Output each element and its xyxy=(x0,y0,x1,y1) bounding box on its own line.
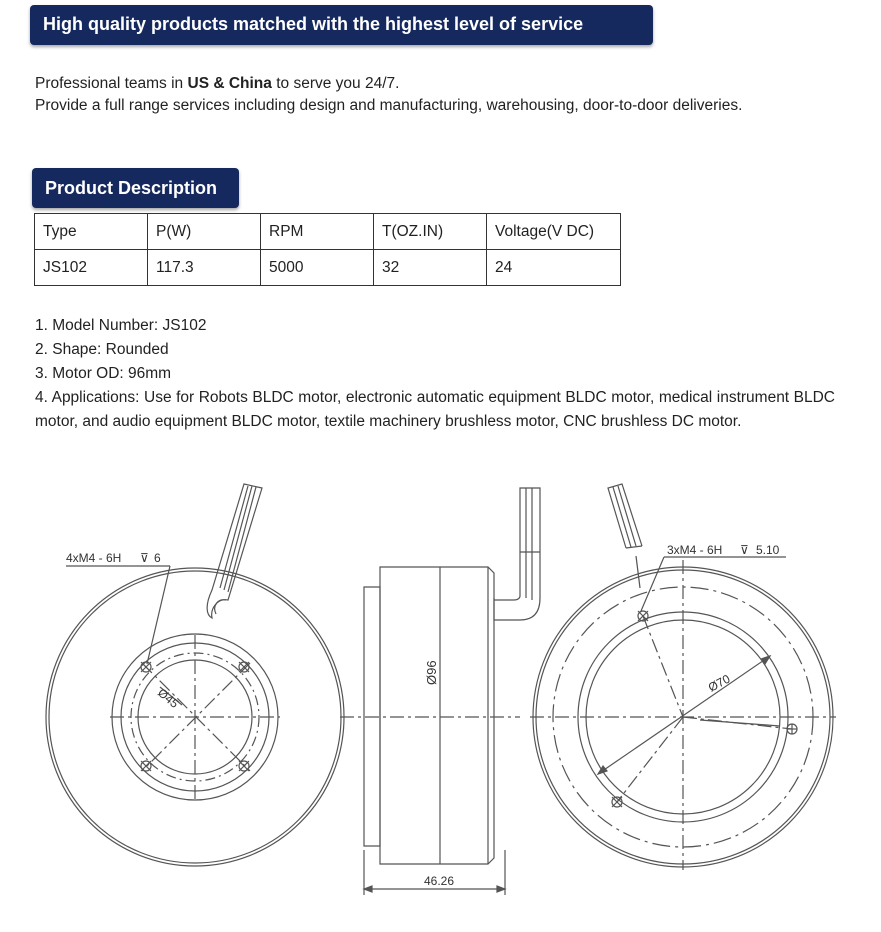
table-row xyxy=(35,250,621,286)
header-cell: RPM xyxy=(261,214,374,250)
side-view xyxy=(340,488,540,895)
depth-symbol: ⊽ xyxy=(140,551,149,565)
intro-line-2: Provide a full range services including design and manufacturing, warehousing, door-to-door deliveries. xyxy=(35,97,743,114)
intro-text xyxy=(35,73,742,117)
list-item: 4. Applications: Use for Robots BLDC motor, electronic automatic equipment BLDC motor, medical instrument BLDC motor, and audio equipment BLDC motor, textile machinery brushless motor, CNC brushless DC motor. xyxy=(35,389,835,430)
header-cell: P(W) xyxy=(148,214,261,250)
list-item: 3. Motor OD: 96mm xyxy=(35,365,172,382)
header-cell: T(OZ.IN) xyxy=(374,214,487,250)
motor-technical-drawing xyxy=(0,470,881,932)
left-thread-depth: 6 xyxy=(154,551,161,565)
feature-list xyxy=(35,314,835,434)
service-banner: High quality products matched with the highest level of service xyxy=(30,5,653,45)
side-diameter-label: Ø96 xyxy=(424,660,439,685)
left-diameter-label: Ø45 xyxy=(155,685,182,711)
list-item: 2. Shape: Rounded xyxy=(35,341,169,358)
intro-line-1: Professional teams in US & China to serve you 24/7. xyxy=(35,75,400,92)
front-view-left xyxy=(46,484,344,866)
side-width-label: 46.26 xyxy=(424,874,455,888)
product-description-banner: Product Description xyxy=(32,168,239,208)
table-cell: 24 xyxy=(487,250,621,286)
right-thread-label: 3xM4 - 6H xyxy=(667,543,723,557)
table-header-row xyxy=(35,214,621,250)
header-cell: Voltage(V DC) xyxy=(487,214,621,250)
header-cell: Type xyxy=(35,214,148,250)
table-cell: 117.3 xyxy=(148,250,261,286)
table-cell: 5000 xyxy=(261,250,374,286)
right-diameter-label: Ø70 xyxy=(705,671,733,695)
list-item: 1. Model Number: JS102 xyxy=(35,317,207,334)
depth-symbol: ⊽ xyxy=(740,543,749,557)
table-cell: 32 xyxy=(374,250,487,286)
right-thread-depth: 5.10 xyxy=(756,543,780,557)
spec-table xyxy=(34,213,621,286)
back-view-right xyxy=(530,484,836,870)
table-cell: JS102 xyxy=(35,250,148,286)
left-thread-label: 4xM4 - 6H xyxy=(66,551,122,565)
